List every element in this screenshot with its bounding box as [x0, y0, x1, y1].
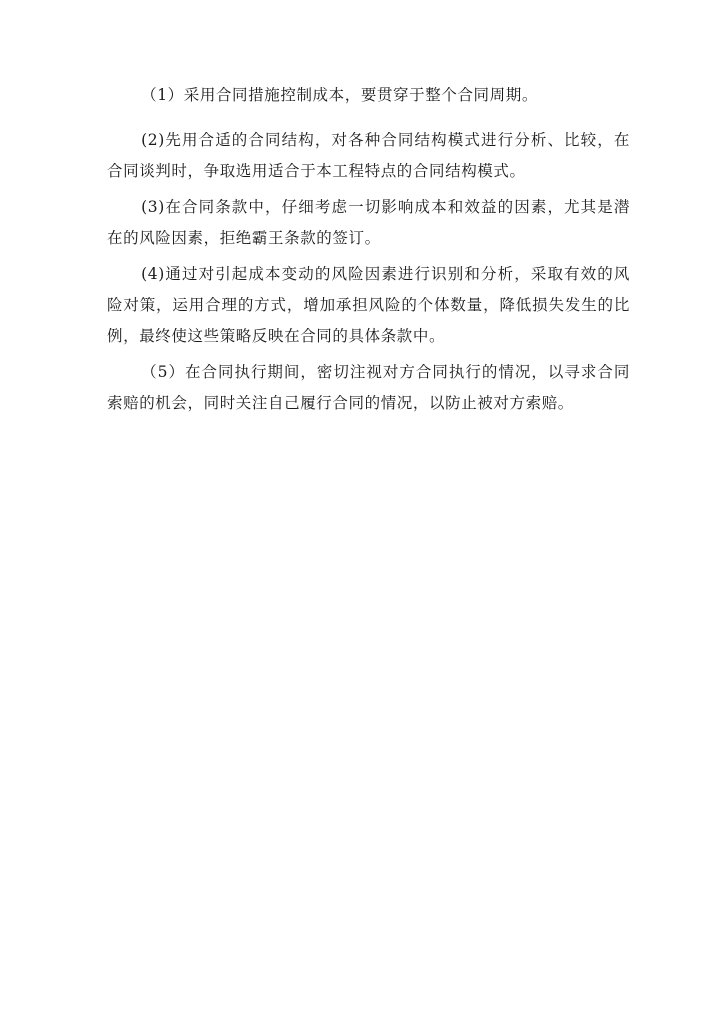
paragraph-5: （5）在合同执行期间，密切注视对方合同执行的情况，以寻求合同索赔的机会，同时关注自己履行合同的情况，以防止被对方索赔。: [107, 363, 630, 412]
document-body: [107, 80, 630, 419]
paragraph-2: (2)先用合适的合同结构，对各种合同结构模式进行分析、比较，在合同谈判时，争取选用适合于本工程特点的合同结构模式。: [107, 131, 630, 180]
paragraph-1: （1）采用合同措施控制成本，要贯穿于整个合同周期。: [141, 86, 538, 104]
paragraph-4: (4)通过对引起成本变动的风险因素进行识别和分析，采取有效的风险对策，运用合理的方式，增加承担风险的个体数量，降低损失发生的比例，最终使这些策略反映在合同的具体条款中。: [107, 265, 630, 345]
paragraph-3: (3)在合同条款中，仔细考虑一切影响成本和效益的因素，尤其是潜在的风险因素，拒绝霸王条款的签订。: [107, 198, 630, 247]
